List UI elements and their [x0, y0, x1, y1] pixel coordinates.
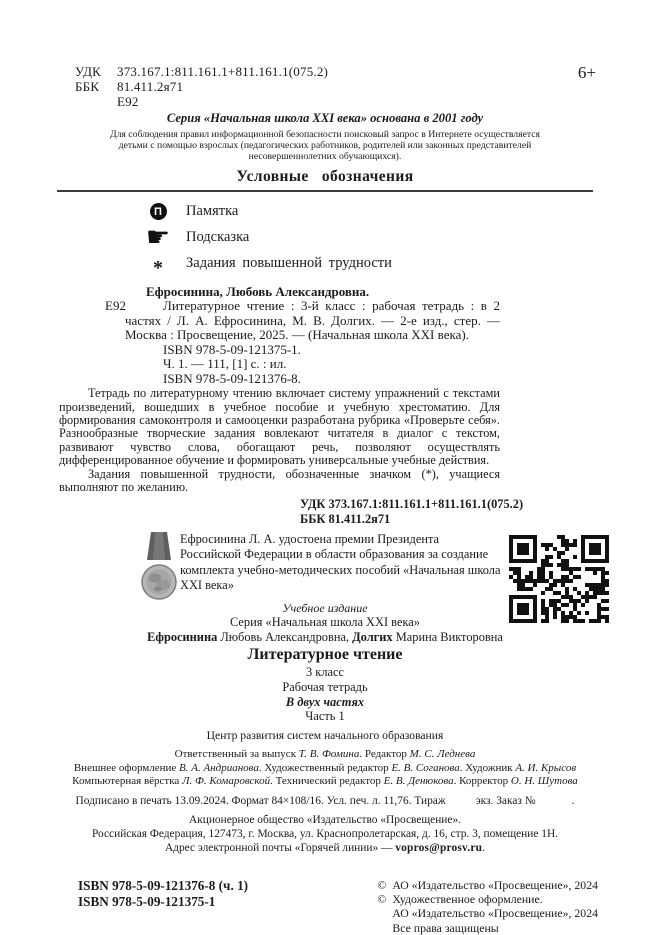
annotation-paragraph: Тетрадь по литературному чтению включает систему упражнений с текстами произведений, вошедших в учебное пособие и учебную хрестоматию. Для формирования самоконтроля и самооценки разработана рубрика «Проверьте себя». Разнообразные творческие задания вовлекают читателя в диалог с текстом, развивают чувство слова, обогащают речь, позволяют осуществлять дифференцированное обучение и формировать универсальные учебные действия.	[59, 386, 500, 468]
legend-item-advanced	[136, 251, 650, 277]
bbk-label: ББК	[75, 79, 100, 94]
asterisk-icon: *	[153, 256, 163, 279]
award-note: Ефросинина Л. А. удостоена премии Президента Российской Федерации в области образования за создание комплекта учебно-методических пособий «Начальная школа XXI века»	[180, 531, 501, 593]
credit-person: В. А. Андрианова	[179, 761, 259, 774]
memo-circle-p-icon: П	[150, 203, 167, 220]
hotline-line	[0, 841, 650, 855]
qr-code	[508, 535, 610, 628]
print-info-pre: Подписано в печать 13.09.2024. Формат 84×108/16. Усл. печ. л. 11,76. Тираж	[75, 794, 446, 807]
grade-line: 3 класс	[306, 665, 344, 680]
copyright-text: Все права защищены	[392, 920, 499, 935]
copyright-mark: ©	[377, 891, 387, 906]
copyright-line	[377, 892, 598, 906]
hotline-email: vopros@prosv.ru	[395, 841, 483, 854]
credit-person: О. Н. Шутова	[510, 775, 578, 788]
isbn-block	[78, 878, 248, 911]
internet-safety-note: Для соблюдения правил информационной безопасности поисковый запрос в Интернете осуществляется детьми с помощью взрослых (педагогических работников, родителей или законных представителей несовершеннолетних обучающихся).	[109, 129, 541, 163]
top-row	[0, 64, 650, 109]
book-title: Литературное чтение	[247, 646, 403, 664]
subtitle-line: Рабочая тетрадь	[282, 679, 368, 694]
copyright-line	[377, 921, 598, 935]
udk-line	[75, 64, 328, 79]
udk-value: 373.167.1:811.161.1+811.161.1(075.2)	[117, 64, 329, 79]
publisher-address: Российская Федерация, 127473, г. Москва, ул. Краснопролетарская, д. 16, стр. 3, помещение 1Н.	[91, 827, 559, 840]
bbk-bottom-line: ББК 81.411.2я71	[300, 512, 391, 527]
edition-series: Серия «Начальная школа XXI века»	[230, 615, 420, 630]
credit-role: Ответственный за выпуск	[174, 748, 299, 761]
annotation-paragraph: Задания повышенной трудности, обозначенные значком (*), учащиеся выполняют по желанию.	[59, 466, 500, 494]
hotline-label: Адрес электронной почты «Горячей линии» —	[164, 841, 396, 854]
footer-row	[0, 878, 650, 935]
credit-role: . Технический редактор	[270, 775, 384, 788]
legend-title: Условные обозначения	[236, 167, 414, 185]
legend-icon-cell	[136, 203, 180, 220]
isbn-series-line: ISBN 978-5-09-121375-1	[78, 894, 216, 910]
card-isbn-part: ISBN 978-5-09-121376-8.	[163, 370, 301, 386]
medal-icon	[141, 532, 177, 613]
credit-role: Компьютерная вёрстка	[72, 775, 183, 788]
credit-person: Л. Ф. Комаровской	[182, 775, 271, 788]
development-center-line: Центр развития систем начального образования	[206, 728, 444, 742]
publisher-name: Акционерное общество «Издательство «Просвещение».	[188, 813, 461, 826]
udk-bbk-bottom-block	[300, 497, 650, 527]
copyright-text: Художественное оформление.	[392, 891, 543, 906]
divider-rule	[57, 190, 593, 192]
colophon-section	[0, 532, 650, 935]
staff-credits	[0, 748, 650, 788]
legend-item-hint	[136, 221, 650, 253]
credit-role: Внешнее оформление	[73, 761, 180, 774]
author-code: Е92	[117, 94, 139, 109]
copyright-mark	[377, 906, 392, 920]
copyright-mark: ©	[377, 877, 387, 892]
card-author-heading: Ефросинина, Любовь Александровна.	[146, 283, 370, 299]
parts-note: В двух частях	[285, 694, 365, 709]
credit-person: М. С. Леднева	[409, 748, 476, 761]
credit-role: . Художественный редактор	[258, 761, 392, 774]
author-surname: Ефросинина	[147, 629, 218, 644]
copyright-block	[377, 878, 598, 935]
author-name: Марина Викторовна	[392, 629, 503, 644]
credits-line	[0, 748, 650, 761]
legend-label: Памятка	[186, 203, 239, 220]
udk-label: УДК	[75, 64, 102, 79]
catalog-card	[59, 285, 500, 495]
age-rating-badge: 6+	[577, 63, 596, 82]
credit-person: А. И. Крысов	[515, 761, 577, 774]
legend-list	[136, 199, 650, 277]
publisher-block	[0, 813, 650, 855]
copyright-text: АО «Издательство «Просвещение», 2024	[392, 877, 598, 892]
legend-icon-cell	[136, 221, 180, 253]
credits-line	[0, 762, 650, 775]
card-isbn-series: ISBN 978-5-09-121375-1.	[163, 341, 301, 357]
isbn-part-line: ISBN 978-5-09-121376-8 (ч. 1)	[78, 877, 249, 893]
udk-bottom-line: УДК 373.167.1:811.161.1+811.161.1(075.2)	[300, 497, 524, 512]
legend-label: Подсказка	[186, 229, 250, 246]
classification-block	[75, 64, 328, 109]
author-surname: Долгих	[352, 629, 393, 644]
credit-role: . Корректор	[453, 775, 511, 788]
credit-person: Т. В. Фомина	[298, 748, 360, 761]
edition-authors	[0, 630, 650, 645]
credits-line	[0, 775, 650, 788]
print-info-end: .	[571, 794, 575, 807]
credit-person: Е. В. Соганова	[391, 761, 460, 774]
print-info-mid: экз. Заказ №	[475, 794, 536, 807]
hotline-end: .	[482, 841, 486, 854]
card-author-code: Е92	[105, 298, 126, 314]
card-part-line: Ч. 1. — 111, [1] с. : ил.	[163, 356, 287, 372]
pointing-hand-icon: ☛	[145, 221, 171, 253]
edition-kind: Учебное издание	[282, 600, 368, 615]
copyright-line	[377, 878, 598, 892]
bbk-value: 81.411.2я71	[117, 79, 184, 94]
legend-icon-cell	[136, 253, 180, 279]
credit-role: . Художник	[459, 761, 516, 774]
card-description: Литературное чтение : 3-й класс : рабочая тетрадь : в 2 частях / Л. А. Ефросинина, М. В. Долгих. — 2-е изд., стер. — Москва : Просвещение, 2025. — (Начальная школа XXI века).	[125, 298, 500, 343]
author-name: Любовь Александровна,	[217, 629, 353, 644]
series-founded-note: Серия «Начальная школа XXI века» основана в 2001 году	[166, 111, 484, 125]
bbk-line	[75, 79, 328, 94]
copyright-text: АО «Издательство «Просвещение», 2024	[392, 906, 598, 921]
credit-role: . Редактор	[359, 748, 410, 761]
print-info-line	[0, 795, 650, 807]
part-number: Часть 1	[305, 709, 345, 724]
legend-item-memo	[136, 199, 650, 225]
legend-label: Задания повышенной трудности	[186, 255, 392, 272]
credit-person: Е. В. Денюкова	[383, 775, 454, 788]
copyright-line	[377, 906, 598, 920]
copyright-mark	[377, 921, 392, 935]
